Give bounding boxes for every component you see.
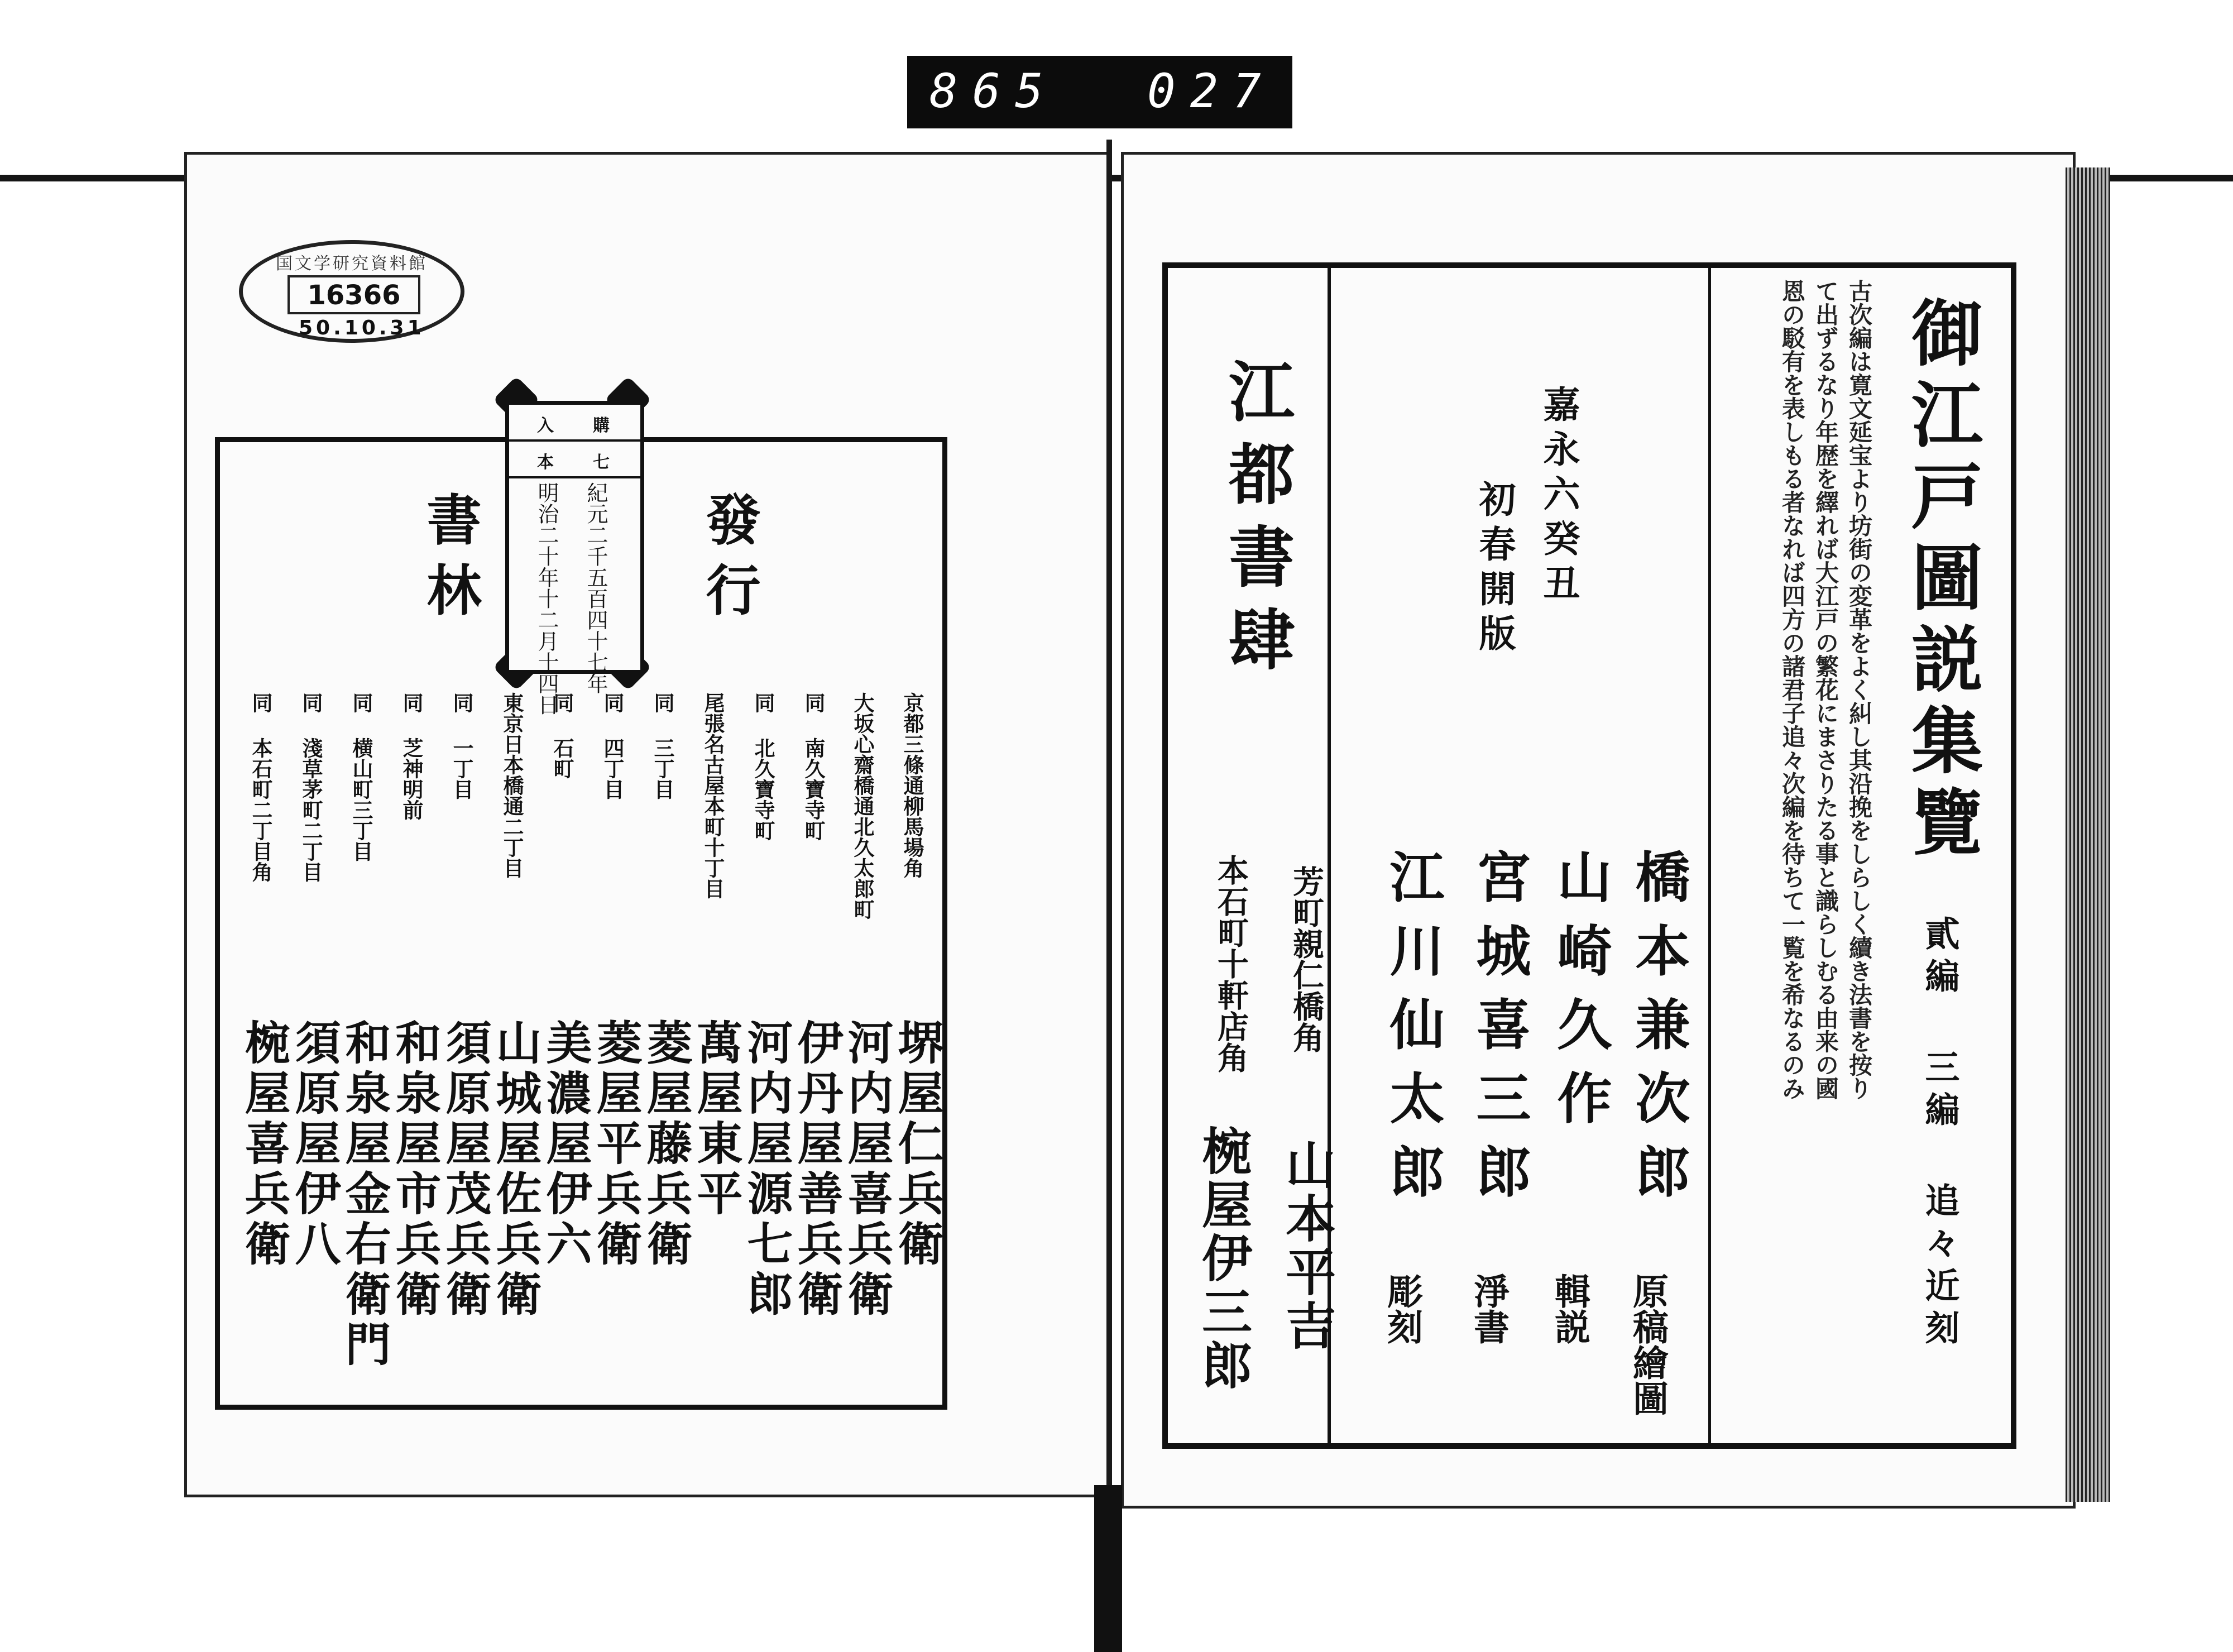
cartouche-row [509,442,640,478]
preface-text: 古次編は寛文延宝より坊街の変革をよく糾し其沿挽をしらしく續き法書を按りて出ずるなり年歴を繹れば大江戸の繁花にまさりたる事と識らしむる由来の國恩の駁有を表しもる者なれば四方の諸君子追々次編を待ちて一覧を希なるのみ [1779,279,1873,1100]
stamp-number: 16366 [307,280,401,311]
shop-address: 同 一丁目 [449,692,474,799]
shop-address: 尾張名古屋本町十丁目 [701,692,725,899]
shop-name: 菱屋藤兵衛 [639,1019,693,1270]
cartouche-cell: 七 [593,453,610,472]
purchase-cartouche [505,401,644,715]
frame-divider [1708,268,1711,1443]
shop-name: 椀屋喜兵衛 [237,1019,291,1270]
shop-name: 河内屋源七郎 [740,1019,793,1320]
shop-address: 同 北久寶寺町 [751,692,775,841]
cartouche-cell: 購 [593,416,610,435]
publisher-name: 山本平吉 [1277,1139,1336,1353]
shop-name: 河内屋喜兵衛 [840,1019,894,1320]
stamp-date: 50.10.31 [299,317,425,339]
credit-name: 山崎久作 [1548,849,1612,1143]
bookshop-heading: 書林 [418,491,482,632]
shop-address: 同 四丁目 [600,692,625,799]
credit-name: 橋本兼次郎 [1626,849,1690,1217]
catalog-number-right: 027 [1147,64,1276,118]
publish-heading: 發行 [697,491,761,632]
shop-name: 堺屋仁兵衛 [890,1019,944,1270]
shop-address: 同 淺草茅町二丁目 [299,692,323,882]
shop-name: 美濃屋伊六 [539,1019,592,1270]
shop-address: 同 芝神明前 [399,692,424,820]
first-spring-edition: 初春開版 [1473,480,1516,659]
spine-tab [1094,1485,1122,1652]
shop-name: 須原屋茂兵衛 [438,1019,492,1320]
stamp-institution: 国文学研究資料館 [276,254,428,274]
shop-address: 京都三條通柳馬場角 [900,692,924,878]
volume-info: 貳編 三編 追々近刻 [1919,916,1960,1352]
shop-name: 和泉屋金右衛門 [338,1019,391,1371]
shop-name: 山城屋佐兵衛 [488,1019,542,1320]
catalog-number-left: 865 [929,64,1058,118]
shop-name: 萬屋東平 [689,1019,743,1220]
credit-role: 彫刻 [1381,1273,1423,1344]
catalog-label [907,56,1292,128]
credit-role: 淨書 [1468,1273,1510,1344]
cartouche-imperial-date: 紀元二千五百四十七年 [583,482,608,694]
book-title: 御江戸圖説集覽 [1899,296,1983,866]
cartouche-cell: 入 [537,416,554,435]
shop-address: 同 横山町三丁目 [349,692,373,861]
shop-name: 須原屋伊八 [287,1019,341,1270]
era-date: 嘉永六癸丑 [1537,385,1580,609]
shop-name: 和泉屋市兵衛 [388,1019,442,1320]
library-stamp [239,240,464,343]
publisher-address: 芳町親仁橋角 [1288,865,1325,1053]
page-edges [2066,167,2110,1502]
shop-address: 同 石町 [550,692,574,779]
publisher-address: 本石町十軒店角 [1213,854,1249,1073]
cartouche-cell: 本 [537,453,554,472]
book-spine [1106,140,1112,1647]
shop-name: 菱屋平兵衛 [589,1019,643,1270]
shop-address: 同 三丁目 [650,692,675,799]
edo-bookshop-heading: 江都書肆 [1218,357,1295,688]
shop-address: 同 南久寶寺町 [801,692,826,841]
shop-name: 伊丹屋善兵衛 [790,1019,844,1320]
cartouche-meiji-date: 明治二十年十二月十四日 [534,482,559,715]
publisher-name: 椀屋伊三郎 [1193,1125,1252,1393]
stamp-number-box [287,275,420,314]
credit-name: 江川仙太郎 [1381,849,1445,1217]
credit-name: 宮城喜三郎 [1467,849,1531,1217]
credit-role: 原稿繪圖 [1627,1273,1669,1416]
credit-role: 輯説 [1549,1273,1590,1344]
cartouche-row [509,405,640,442]
shop-address: 東京日本橋通二丁目 [500,692,524,878]
shop-address: 大坂心齋橋通北久太郎町 [850,692,875,920]
shop-address: 同 本石町二丁目角 [248,692,273,882]
